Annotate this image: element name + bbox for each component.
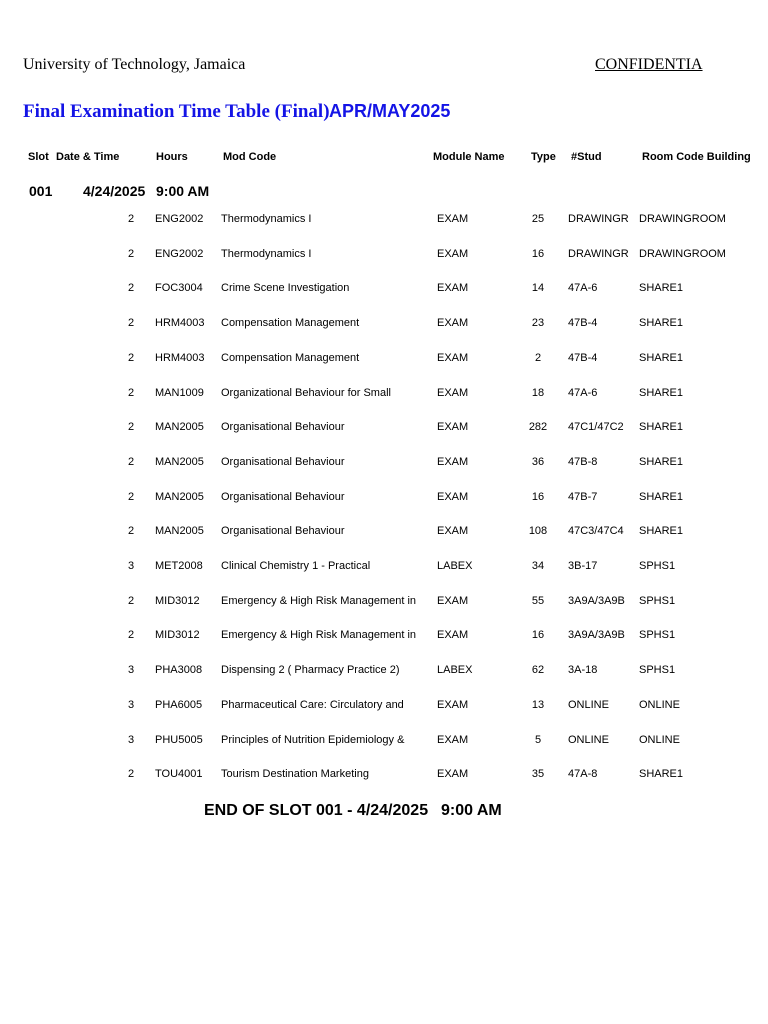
row-hours: 2	[128, 456, 135, 468]
slot-time: 9:00 AM	[156, 183, 210, 199]
row-hours: 3	[128, 734, 135, 746]
row-room-code: 47A-6	[568, 387, 598, 399]
row-room-code: 47B-4	[568, 352, 598, 364]
row-mod-code: FOC3004	[155, 282, 203, 294]
row-room-code: 47A-8	[568, 768, 598, 780]
row-mod-code: MAN2005	[155, 491, 204, 503]
row-building: SPHS1	[639, 560, 676, 572]
row-mod-code: MID3012	[155, 595, 200, 607]
row-module-name: Thermodynamics I	[221, 248, 312, 260]
row-module-name: Emergency & High Risk Management in	[221, 595, 417, 607]
col-header-room-building: Room Code Building	[642, 151, 751, 163]
row-mod-code: MET2008	[155, 560, 203, 572]
row-module-name: Organisational Behaviour	[221, 456, 345, 468]
row-hours: 2	[128, 491, 135, 503]
row-mod-code: HRM4003	[155, 352, 205, 364]
row-type: EXAM	[437, 456, 469, 468]
row-module-name: Emergency & High Risk Management in	[221, 629, 417, 641]
row-module-name: Organisational Behaviour	[221, 525, 345, 537]
row-module-name: Organisational Behaviour	[221, 491, 345, 503]
row-room-code: 47C1/47C2	[568, 421, 624, 433]
row-hours: 2	[128, 387, 135, 399]
row-type: LABEX	[437, 560, 473, 572]
row-building: SHARE1	[639, 317, 684, 329]
institution-name: University of Technology, Jamaica	[23, 56, 246, 73]
row-num-stud: 62	[531, 664, 545, 676]
row-room-code: 3A-18	[568, 664, 598, 676]
row-type: EXAM	[437, 421, 469, 433]
row-hours: 2	[128, 768, 135, 780]
row-building: SHARE1	[639, 456, 684, 468]
row-hours: 3	[128, 664, 135, 676]
row-room-code: 3A9A/3A9B	[568, 595, 625, 607]
row-type: EXAM	[437, 387, 469, 399]
col-header-mod-code: Mod Code	[223, 151, 277, 163]
row-hours: 2	[128, 352, 135, 364]
row-building: SHARE1	[639, 387, 684, 399]
row-building: SPHS1	[639, 629, 676, 641]
row-mod-code: ENG2002	[155, 213, 204, 225]
row-mod-code: MAN2005	[155, 456, 204, 468]
row-num-stud: 36	[531, 456, 545, 468]
row-module-name: Dispensing 2 ( Pharmacy Practice 2)	[221, 664, 400, 676]
row-building: SPHS1	[639, 595, 676, 607]
row-building: SHARE1	[639, 768, 684, 780]
row-hours: 2	[128, 629, 135, 641]
row-building: DRAWINGROOM	[639, 248, 726, 260]
row-room-code: 3A9A/3A9B	[568, 629, 625, 641]
confidential-label: CONFIDENTIA	[595, 56, 703, 73]
row-num-stud: 108	[528, 525, 548, 537]
row-hours: 3	[128, 560, 135, 572]
slot-date: 4/24/2025	[83, 183, 146, 199]
row-mod-code: MAN2005	[155, 525, 204, 537]
col-header-slot: Slot	[28, 151, 49, 163]
row-room-code: DRAWINGR	[568, 248, 629, 260]
row-num-stud: 55	[531, 595, 545, 607]
row-hours: 2	[128, 595, 135, 607]
row-building: SPHS1	[639, 664, 676, 676]
row-type: EXAM	[437, 595, 469, 607]
slot-number: 001	[29, 183, 53, 199]
col-header-date-time: Date & Time	[56, 151, 120, 163]
row-num-stud: 16	[531, 629, 545, 641]
row-room-code: ONLINE	[568, 699, 609, 711]
term-label: APR/MAY2025	[329, 101, 451, 121]
row-hours: 2	[128, 248, 135, 260]
row-room-code: 47C3/47C4	[568, 525, 624, 537]
row-mod-code: PHU5005	[155, 734, 203, 746]
row-room-code: ONLINE	[568, 734, 609, 746]
row-num-stud: 16	[531, 491, 545, 503]
row-module-name: Organizational Behaviour for Small	[221, 387, 391, 399]
row-mod-code: PHA3008	[155, 664, 203, 676]
row-type: EXAM	[437, 629, 469, 641]
row-module-name: Thermodynamics I	[221, 213, 312, 225]
row-module-name: Clinical Chemistry 1 - Practical	[221, 560, 371, 572]
row-building: SHARE1	[639, 282, 684, 294]
row-hours: 2	[128, 525, 135, 537]
row-num-stud: 2	[534, 352, 542, 364]
row-type: EXAM	[437, 317, 469, 329]
row-mod-code: TOU4001	[155, 768, 203, 780]
row-hours: 3	[128, 699, 135, 711]
row-type: EXAM	[437, 352, 469, 364]
row-module-name: Compensation Management	[221, 352, 360, 364]
row-mod-code: MAN1009	[155, 387, 204, 399]
row-type: LABEX	[437, 664, 473, 676]
row-mod-code: HRM4003	[155, 317, 205, 329]
row-mod-code: ENG2002	[155, 248, 204, 260]
row-type: EXAM	[437, 734, 469, 746]
row-mod-code: PHA6005	[155, 699, 203, 711]
row-room-code: 3B-17	[568, 560, 598, 572]
row-room-code: 47A-6	[568, 282, 598, 294]
row-num-stud: 16	[531, 248, 545, 260]
row-num-stud: 5	[534, 734, 542, 746]
row-module-name: Principles of Nutrition Epidemiology &	[221, 734, 405, 746]
row-room-code: 47B-4	[568, 317, 598, 329]
row-building: SHARE1	[639, 352, 684, 364]
end-of-slot-time: 9:00 AM	[441, 802, 502, 819]
row-num-stud: 34	[531, 560, 545, 572]
row-module-name: Compensation Management	[221, 317, 360, 329]
row-module-name: Crime Scene Investigation	[221, 282, 350, 294]
page-title: Final Examination Time Table (Final)	[23, 101, 330, 122]
row-type: EXAM	[437, 699, 469, 711]
row-num-stud: 23	[531, 317, 545, 329]
row-mod-code: MID3012	[155, 629, 200, 641]
row-module-name: Organisational Behaviour	[221, 421, 345, 433]
row-room-code: DRAWINGR	[568, 213, 629, 225]
end-of-slot-label: END OF SLOT 001 - 4/24/2025	[204, 802, 429, 819]
row-building: SHARE1	[639, 491, 684, 503]
row-building: ONLINE	[639, 699, 680, 711]
row-room-code: 47B-8	[568, 456, 598, 468]
col-header-module-name: Module Name	[433, 151, 505, 163]
row-type: EXAM	[437, 248, 469, 260]
row-room-code: 47B-7	[568, 491, 598, 503]
row-type: EXAM	[437, 525, 469, 537]
row-building: SHARE1	[639, 525, 684, 537]
row-num-stud: 14	[531, 282, 545, 294]
row-module-name: Tourism Destination Marketing	[221, 768, 369, 780]
row-module-name: Pharmaceutical Care: Circulatory and	[221, 699, 404, 711]
row-building: ONLINE	[639, 734, 680, 746]
col-header-num-stud: #Stud	[571, 151, 602, 163]
row-building: DRAWINGROOM	[639, 213, 726, 225]
row-hours: 2	[128, 213, 135, 225]
row-num-stud: 25	[531, 213, 545, 225]
row-type: EXAM	[437, 213, 469, 225]
row-type: EXAM	[437, 282, 469, 294]
row-hours: 2	[128, 282, 135, 294]
row-type: EXAM	[437, 768, 469, 780]
row-hours: 2	[128, 317, 135, 329]
row-type: EXAM	[437, 491, 469, 503]
col-header-type: Type	[531, 151, 556, 163]
row-num-stud: 282	[528, 421, 548, 433]
row-num-stud: 35	[531, 768, 545, 780]
row-num-stud: 13	[531, 699, 545, 711]
row-num-stud: 18	[531, 387, 545, 399]
row-building: SHARE1	[639, 421, 684, 433]
row-hours: 2	[128, 421, 135, 433]
col-header-hours: Hours	[156, 151, 188, 163]
row-mod-code: MAN2005	[155, 421, 204, 433]
